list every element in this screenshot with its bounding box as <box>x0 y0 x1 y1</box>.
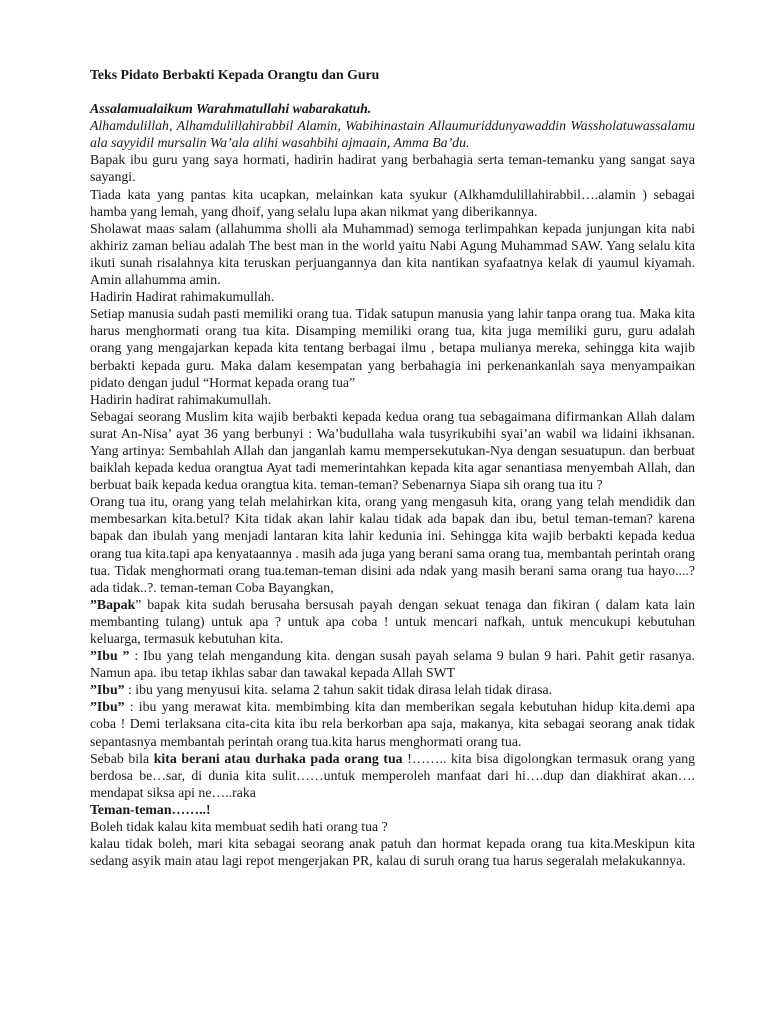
opening-greeting: Assalamualaikum Warahmatullahi wabarakatuh. <box>90 101 372 117</box>
teman-heading-text: Teman-teman……..! <box>90 801 211 817</box>
teman-heading <box>90 801 695 818</box>
paragraph-boleh: Boleh tidak kalau kita membuat sedih hati orang tua ? <box>90 819 388 835</box>
paragraph-ibu-2 <box>90 681 695 698</box>
paragraph-setiap: Setiap manusia sudah pasti memiliki orang tua. Tidak satupun manusia yang lahir tanpa orang tua. Maka kita harus menghormati orang tua kita. Disamping memiliki orang tua, kita juga memiliki guru, guru adalah orang yang mengajarkan kepada kita tentang berbagai ilmu , betapa mulianya mereka, sehingga kita wajib berbakti kepada guru. Maka dalam kesempatan yang berbahagia ini perkenankanlah saya menyampaikan pidato dengan judul “Hormat kepada orang tua” <box>90 306 695 390</box>
paragraph-sholawat: Sholawat maas salam (allahumma sholli ala Muhammad) semoga terlimpahkan kepada junjungan kita nabi akhiriz zaman beliau adalah The best man in the world yaitu Nabi Agung Muhammad SAW. Yang selalu kita ikuti sunah risalahnya kita teruskan perjuangannya dan kita nantikan syafaatnya kelak di yaumul kiyamah. Amin allahumma amin. <box>90 220 695 288</box>
ibu-label-3: ”Ibu” <box>90 699 125 715</box>
paragraph-bapak-ibu: Bapak ibu guru yang saya hormati, hadirin hadirat yang berbahagia serta teman-temanku yang sangat saya sayangi. <box>90 152 695 185</box>
sebab-post: !…….. kita bisa digolongkan termasuk orang yang berdosa be…sar, di dunia kita sulit……untuk memperoleh manfaat dari hi….dup dan diakhirat akan…. mendapat siksa api ne…..raka <box>90 750 696 800</box>
paragraph-alhamdulillah: Alhamdulillah, Alhamdulillahirabbil Alamin, Wabihinastain Allaumuriddunyawaddin Wassholatuwassalamu ala sayyidil mursalin Wa’ala alihi wasahbihi ajmaain, Amma Ba’du. <box>90 118 695 151</box>
paragraph-sebagai: Sebagai seorang Muslim kita wajib berbakti kepada kedua orang tua sebagaimana difirmankan Allah dalam surat An-Nisa’ ayat 36 yang berbunyi : Wa’budullaha wala tusyrikubihi syai’an wabil wa lidaini ikhsanan. Yang artinya: Sembahlah Allah dan janganlah kamu mempersekutukan-Nya dengan sesuatupun. dan berbuat baiklah kepada kedua orangtua Ayat tadi memerintahkan kepada kita agar senantiasa menyembah Allah, dan berbuat baik kepada kedua orangtua kita. teman-teman? Sebenarnya Siapa sih orang tua itu ? <box>90 408 695 493</box>
bapak-text: ” bapak kita sudah berusaha bersusah payah dengan sekuat tenaga dan fikiran ( dalam kata lain membanting tulang) untuk apa ? untuk apa coba ! untuk mencari nafkah, untuk mencukupi kebutuhan keluarga, termasuk kebutuhan kita. <box>90 596 695 646</box>
paragraph-tiada: Tiada kata yang pantas kita ucapkan, melainkan kata syukur (Alkhamdulillahirabbil….alamin ) sebagai hamba yang lemah, yang dhoif, yang selalu lupa akan nikmat yang diberikannya. <box>90 186 695 219</box>
paragraph-bapak <box>90 596 695 647</box>
paragraph-kalau: kalau tidak boleh, mari kita sebagai seorang anak patuh dan hormat kepada orang tua kita.Meskipun kita sedang asyik main atau lagi repot mengerjakan PR, kalau di suruh orang tua harus segeralah melakukannya. <box>90 836 695 869</box>
paragraph-hadirin-2: Hadirin hadirat rahimakumullah. <box>90 391 272 407</box>
paragraph-ibu-1 <box>90 647 695 681</box>
sebab-bold: kita berani atau durhaka pada orang tua <box>153 750 403 766</box>
paragraph-orang-tua: Orang tua itu, orang yang telah melahirkan kita, orang yang mengasuh kita, orang yang telah mendidik dan membesarkan kita.betul? Kita tidak akan lahir kalau tidak ada bapak dan ibu, betul teman-teman? karena bapak dan ibulah yang menjadi lantaran kita lahir kedunia ini. Sehingga kita wajib berbakti kepada kedua orang tua kita.tapi apa kenyataannya . masih ada juga yang berani sama orang tua, membantah perintah orang tua. Tidak menghormati orang tua.teman-teman disini ada ndak yang masih berani sama orang tua hayo....? ada tidak..?. teman-teman Coba Bayangkan, <box>90 494 695 595</box>
ibu-label-2: ”Ibu” <box>90 682 125 698</box>
ibu-text-1: : Ibu yang telah mengandung kita. dengan susah payah selama 9 bulan 9 hari. Pahit getir rasanya. Namun apa. ibu tetap ikhlas sabar dan tawakal kepada Allah SWT <box>90 648 695 681</box>
ibu-text-3: : ibu yang merawat kita. membimbing kita dan memberikan segala kebutuhan hidup kita.demi apa coba ! Demi terlaksana cita-cita kita ibu rela berkorban apa saja, makanya, kita sebagai seorang anak tidak sepantasnya membantah perintah orang tua.kita harus menghormati orang tua. <box>90 699 695 749</box>
ibu-label-1: ”Ibu ” <box>90 648 130 664</box>
document-title: Teks Pidato Berbakti Kepada Orangtu dan Guru <box>90 67 380 82</box>
sebab-pre: Sebab bila <box>90 750 154 766</box>
paragraph-sebab <box>90 750 695 801</box>
paragraph-hadirin-1: Hadirin Hadirat rahimakumullah. <box>90 289 275 305</box>
ibu-text-2: : ibu yang menyusui kita. selama 2 tahun sakit tidak dirasa lelah tidak dirasa. <box>124 682 553 698</box>
paragraph-ibu-3 <box>90 698 695 749</box>
document-page <box>90 66 695 869</box>
bapak-label: ”Bapak <box>90 596 136 612</box>
